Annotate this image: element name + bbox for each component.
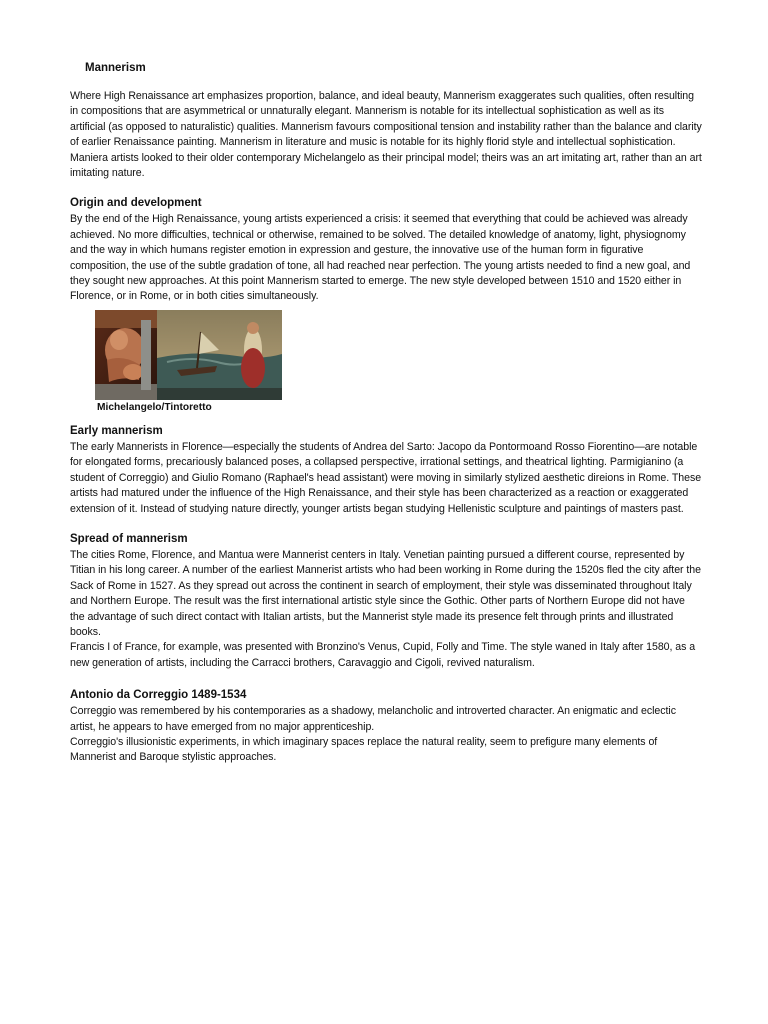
section-correggio <box>70 687 702 766</box>
section-early-mannerism <box>70 423 702 517</box>
spread-paragraph-2: Francis I of France, for example, was presented with Bronzino's Venus, Cupid, Folly and Time. The style waned in Italy after 1580, as a new generation of artists, including the Carracci brothers, Caravaggio and Cigoli, revived naturalism. <box>70 641 696 669</box>
correggio-paragraph-1: Correggio was remembered by his contemporaries as a shadowy, melancholic and introverted character. An enigmatic and eclectic artist, he appears to have emerged from no major apprenticeship. <box>70 705 676 733</box>
document-page <box>70 60 702 766</box>
section-spread-of-mannerism <box>70 531 702 671</box>
section-heading-origin: Origin and development <box>70 197 202 210</box>
intro-paragraph-2: Maniera artists looked to their older contemporary Michelangelo as their principal model; theirs was an art imitating art, rather than an art imitating nature. <box>70 151 702 180</box>
section-heading-early-mannerism: Early mannerism <box>70 424 163 437</box>
early-mannerism-paragraph: The early Mannerists in Florence—especially the students of Andrea del Sarto: Jacopo da Pontormoand Rosso Fiorentino—are notable for elongated forms, precariously balanced poses, a collapsed perspective, irrational settings, and theatrical lighting. Parmigianino (a student of Correggio) and Giulio Romano (Raphael's head assistant) were moving in similarly stylized aesthetic direions in Rome. These artists had matured under the influence of the High Renaissance, and their style has been characterized as a reaction or exaggerated extension of it. Instead of studying nature directly, younger artists began studying Hellenistic sculpture and paintings of masters past. <box>70 440 702 515</box>
section-heading-spread-of-mannerism: Spread of mannerism <box>70 532 188 545</box>
section-heading-correggio: Antonio da Correggio 1489-1534 <box>70 689 247 702</box>
artwork-figure <box>95 310 285 415</box>
intro-paragraph-1: Where High Renaissance art emphasizes proportion, balance, and ideal beauty, Mannerism exaggerates such qualities, often resulting in compositions that are asymmetrical or unnaturally elegant. Mannerism is notable for its intellectual sophistication as well as its artificial (as opposed to naturalistic) qualities. Mannerism favours compositional tension and instability rather than the balance and clarity of earlier Renaissance painting. Mannerism in literature and music is notable for its highly florid style and intellectual sophistication. <box>70 90 702 149</box>
tintoretto-painting-image <box>157 310 282 400</box>
michelangelo-painting-image <box>95 310 157 400</box>
spread-paragraph-1: The cities Rome, Florence, and Mantua were Mannerist centers in Italy. Venetian painting pursued a different course, represented by Titian in his long career. A number of the earliest Mannerist artists who had been working in Rome during the 1520s fled the city after the Sack of Rome in 1527. As they spread out across the continent in search of employment, their style was disseminated throughout Italy and Northern Europe. The result was the first international artistic style since the Gothic. Other parts of Northern Europe did not have the advantage of such direct contact with Italian artists, but the Mannerist style made its presence felt through prints and illustrated books. <box>70 548 701 638</box>
origin-paragraph: By the end of the High Renaissance, young artists experienced a crisis: it seemed that everything that could be achieved was already achieved. No more difficulties, technical or otherwise, remained to be solved. The detailed knowledge of anatomy, light, physiognomy and the way in which humans register emotion in expression and gesture, the innovative use of the human form in figurative composition, the use of the subtle gradation of tone, all had reached near perfection. The young artists needed to find a new goal, and they sought new approaches. At this point Mannerism started to emerge. The new style developed between 1510 and 1520 either in Florence, or in Rome, or in both cities simultaneously. <box>70 213 691 303</box>
figure-caption: Michelangelo/Tintoretto <box>97 401 212 413</box>
correggio-paragraph-2: Correggio's illusionistic experiments, in which imaginary spaces replace the natural reality, seem to prefigure many elements of Mannerist and Baroque stylistic approaches. <box>70 735 658 764</box>
artwork-images <box>95 310 282 400</box>
document-title: Mannerism <box>85 62 146 74</box>
section-origin <box>70 195 702 414</box>
